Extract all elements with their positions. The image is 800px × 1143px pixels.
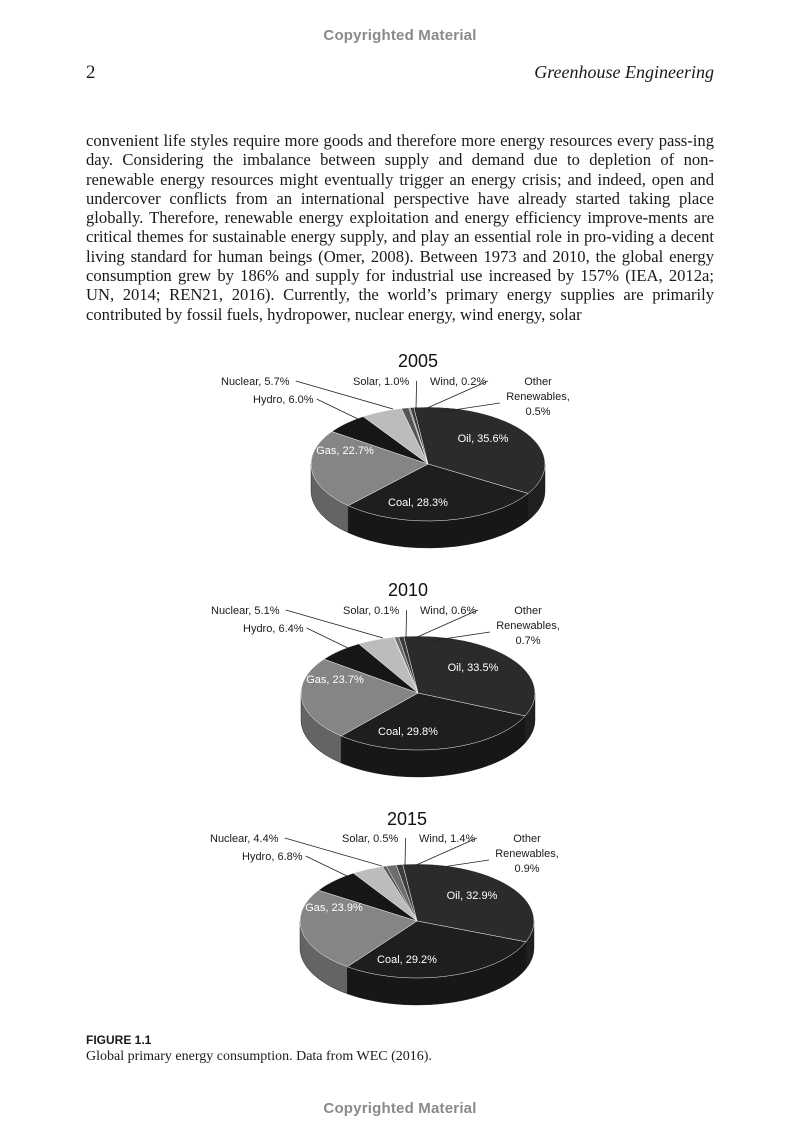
data-label-coal: Coal, 28.3% [388,497,448,509]
leader-line-hydro [317,399,358,419]
body-paragraph: convenient life styles require more goods and therefore more energy resources every pass-ing day. Considering the imbalance between supply and demand due to depletion of non-renewable energy resources might eventually trigger an energy crisis; and indeed, open and undercover conflicts from an international perspective have already started taking place globally. Therefore, renewable energy exploitation and energy efficiency improve-ments are critical themes for sustainable energy supply, and play an essential role in pro-viding a decent living standard for human beings (Omer, 2008). Between 1973 and 2010, the global energy consumption grew by 186% and supply for industrial use increased by 157% (IEA, 2012a; UN, 2014; REN21, 2016). Currently, the world’s primary energy supplies are primarily contributed by fossil fuels, hydropower, nuclear energy, wind energy, solar [86,131,714,324]
data-label-solar: Solar, 0.1% [343,605,400,617]
copyright-watermark-bottom: Copyrighted Material [323,1100,477,1117]
data-label-other-renewables: Other Renewables, 0.7% [496,605,560,647]
leader-line-solar [416,381,417,409]
data-label-gas: Gas, 23.9% [305,902,363,914]
running-head-title: Greenhouse Engineering [534,62,714,82]
data-label-wind: Wind, 1.4% [419,833,476,845]
data-label-wind: Wind, 0.6% [420,605,477,617]
page-number: 2 [86,62,96,83]
data-label-other-renewables: Other Renewables, 0.9% [495,833,559,875]
data-label-gas: Gas, 23.7% [306,674,364,686]
data-label-hydro: Hydro, 6.0% [253,394,314,406]
data-label-wind: Wind, 0.2% [430,376,487,388]
leader-line-solar [406,610,407,638]
data-label-nuclear: Nuclear, 4.4% [210,833,279,845]
copyright-watermark-top: Copyrighted Material [323,27,477,44]
data-label-solar: Solar, 0.5% [342,833,399,845]
data-label-oil: Oil, 32.9% [446,890,498,902]
data-label-coal: Coal, 29.8% [378,726,438,738]
data-label-oil: Oil, 35.6% [457,433,509,445]
figure-caption: Global primary energy consumption. Data from WEC (2016). [86,1049,432,1064]
data-label-gas: Gas, 22.7% [316,445,374,457]
data-label-hydro: Hydro, 6.4% [243,623,304,635]
data-label-oil: Oil, 33.5% [447,662,499,674]
pie-chart-2015 [210,809,559,1005]
data-label-solar: Solar, 1.0% [353,376,410,388]
leader-line-solar [405,838,406,866]
data-label-nuclear: Nuclear, 5.1% [211,605,280,617]
figure-label: FIGURE 1.1 [86,1033,152,1047]
chart-title: 2015 [386,809,428,829]
pie-chart-2005 [221,351,570,548]
chart-title: 2005 [397,351,439,371]
data-label-hydro: Hydro, 6.8% [242,851,303,863]
leader-line-hydro [307,628,348,648]
pie-chart-2010 [211,580,560,777]
chart-title: 2010 [387,580,429,600]
data-label-other-renewables: Other Renewables, 0.5% [506,376,570,418]
leader-line-hydro [306,856,347,876]
data-label-nuclear: Nuclear, 5.7% [221,376,290,388]
data-label-coal: Coal, 29.2% [377,954,437,966]
